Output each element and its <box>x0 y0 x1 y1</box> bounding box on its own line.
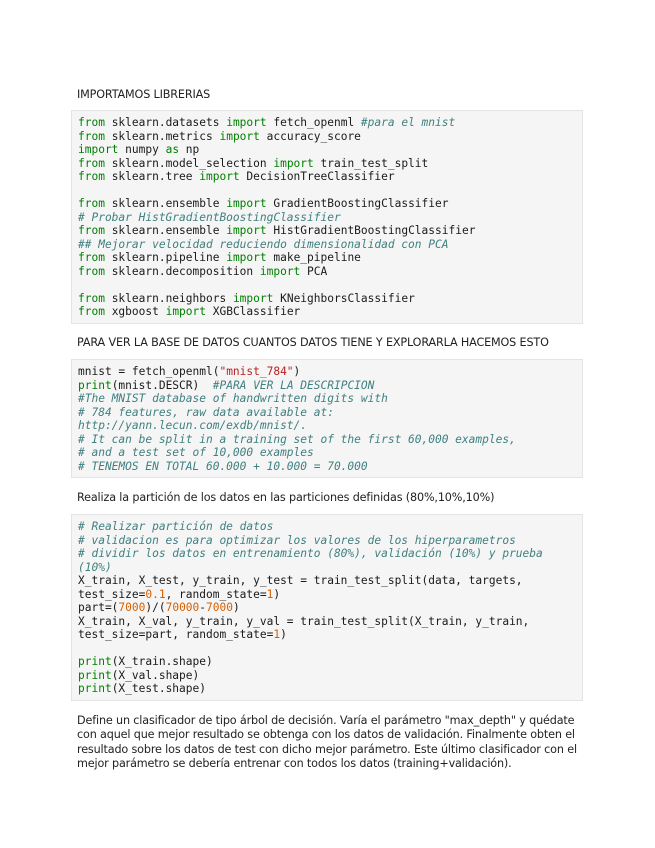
code-token: GradientBoostingClassifier <box>266 197 449 210</box>
code-token: HistGradientBoostingClassifier <box>266 224 476 237</box>
code-token: train_test_split <box>313 156 429 170</box>
code-token: # 784 features, raw data available at: <box>78 405 334 419</box>
code-line <box>78 116 582 130</box>
code-line <box>78 184 582 198</box>
code-token: accuracy_score <box>259 129 361 143</box>
code-token: print <box>78 682 112 695</box>
code-token: X_train, X_test, y_train, y_test = train_test_split(data, targets, test_size= <box>78 574 530 601</box>
code-line <box>78 130 582 144</box>
code-token: (X_test.shape) <box>111 682 206 695</box>
code-line <box>78 615 582 642</box>
markdown-heading-import-libraries: IMPORTAMOS LIBRERIAS <box>77 88 211 101</box>
code-token: X_train, X_val, y_train, y_val = train_test_split(X_train, y_train, test_size=part, random_state= <box>78 614 537 641</box>
code-token: sklearn.metrics <box>104 129 220 143</box>
markdown-partition-instructions: Realiza la partición de los datos en las particiones definidas (80%,10%,10%) <box>77 491 495 504</box>
code-token: #PARA VER LA DESCRIPCION <box>212 378 375 392</box>
code-token: sklearn.ensemble <box>104 224 227 237</box>
code-token: , random_state= <box>165 587 267 601</box>
code-line <box>78 265 582 279</box>
code-line <box>78 419 582 433</box>
code-token: # Probar HistGradientBoostingClassifier <box>78 210 341 224</box>
code-token: sklearn.datasets <box>104 116 227 129</box>
code-line <box>78 251 582 265</box>
code-token: from <box>78 156 105 170</box>
code-token: sklearn.decomposition <box>104 264 260 278</box>
code-line <box>78 278 582 292</box>
code-token: from <box>78 264 105 278</box>
code-line <box>78 143 582 157</box>
code-token: import <box>226 116 267 129</box>
code-line <box>78 305 582 319</box>
code-token: make_pipeline <box>266 251 361 264</box>
code-line <box>78 601 582 615</box>
code-token: - <box>199 601 207 614</box>
code-token: part=( <box>78 601 119 614</box>
code-token: from <box>78 197 105 210</box>
code-token: #para el mnist <box>360 116 456 129</box>
code-token: 7000 <box>206 601 233 614</box>
code-token: ) <box>280 628 287 641</box>
code-token: import <box>199 170 240 183</box>
code-line <box>78 406 582 420</box>
code-token: 70000 <box>165 601 200 614</box>
code-token: # It can be split in a training set of the first 60,000 examples, <box>78 432 516 446</box>
code-token: import <box>165 305 206 318</box>
code-line <box>78 655 582 669</box>
code-token: ) <box>273 587 281 601</box>
code-token: numpy <box>118 143 166 156</box>
code-token: sklearn.neighbors <box>104 291 233 305</box>
code-line <box>78 197 582 211</box>
code-line <box>78 682 582 696</box>
code-cell-train-test-split[interactable] <box>71 514 583 701</box>
code-cell-fetch-mnist[interactable] <box>71 359 583 478</box>
code-token: from <box>78 291 105 305</box>
code-token: import <box>232 291 274 305</box>
code-line <box>78 392 582 406</box>
code-line <box>78 238 582 252</box>
code-line <box>78 446 582 460</box>
code-token: PCA <box>300 264 328 278</box>
code-token: xgboost <box>104 305 166 318</box>
code-token: from <box>78 305 105 318</box>
code-token: XGBClassifier <box>206 305 301 318</box>
code-cell-imports[interactable] <box>71 110 583 324</box>
code-token: print <box>78 655 112 668</box>
code-token: import <box>226 224 267 237</box>
code-line <box>78 520 582 534</box>
code-line <box>78 433 582 447</box>
code-token: sklearn.model_selection <box>104 156 274 170</box>
code-line <box>78 669 582 683</box>
code-token: sklearn.tree <box>104 170 200 183</box>
code-token: print <box>78 668 112 682</box>
code-line <box>78 170 582 184</box>
code-token: # TENEMOS EN TOTAL 60.000 + 10.000 = 70.000 <box>78 459 368 473</box>
code-token: "mnist_784" <box>219 365 294 378</box>
code-token: from <box>78 251 105 264</box>
code-token: ## Mejorar velocidad reduciendo dimensionalidad con PCA <box>78 237 449 251</box>
code-token: 0.1 <box>145 587 166 601</box>
code-token: ) <box>232 601 240 614</box>
code-token: # dividir los datos en entrenamiento (80%), validación (10%) y prueba (10%) <box>78 547 550 574</box>
code-token: import <box>273 156 314 170</box>
code-token: from <box>78 224 105 237</box>
code-token: import <box>78 143 119 156</box>
code-token: import <box>226 251 267 264</box>
markdown-decision-tree-task: Define un clasificador de tipo árbol de decisión. Varía el parámetro "max_depth" y quédate con aquel que mejor resultado se obtenga con los datos de validación. Finalmente obten el resultado sobre los datos de test con dicho mejor parámetro. Este último clasificador con el mejor parámetro se debería entrenar con todos los datos (training+validación). <box>77 714 577 771</box>
code-token: 1 <box>266 587 274 601</box>
code-token: import <box>259 264 301 278</box>
code-line <box>78 157 582 171</box>
code-token: 1 <box>273 628 281 641</box>
code-token: from <box>78 129 105 143</box>
code-token: #The MNIST database of handwritten digits with <box>78 392 388 405</box>
code-token: # and a test set of 10,000 examples <box>78 446 314 459</box>
code-token: import <box>226 197 267 210</box>
code-token: 7000 <box>118 601 146 614</box>
code-line <box>78 534 582 548</box>
code-token: ) <box>293 365 301 378</box>
code-line <box>78 224 582 238</box>
code-line <box>78 379 582 393</box>
code-token: print <box>78 378 112 392</box>
code-token: mnist = fetch_openml( <box>78 365 220 378</box>
code-line <box>78 547 582 574</box>
code-token: # validacion es para optimizar los valores de los hiperparametros <box>78 533 516 547</box>
code-token: )/( <box>145 601 166 614</box>
code-token: import <box>219 129 260 143</box>
code-token: (X_train.shape) <box>111 655 213 668</box>
code-token: (mnist.DESCR) <box>111 378 213 392</box>
code-token: DecisionTreeClassifier <box>239 170 395 183</box>
code-token: as <box>165 143 180 156</box>
code-token: sklearn.ensemble <box>104 197 227 210</box>
code-line <box>78 211 582 225</box>
code-line <box>78 574 582 601</box>
code-line <box>78 292 582 306</box>
code-token: # Realizar partición de datos <box>78 520 274 533</box>
code-line <box>78 642 582 656</box>
code-token: from <box>78 116 105 129</box>
code-token: np <box>179 143 200 156</box>
code-token: from <box>78 170 105 183</box>
code-token: http://yann.lecun.com/exdb/mnist/. <box>78 419 308 432</box>
code-token: KNeighborsClassifier <box>273 291 415 305</box>
code-token: sklearn.pipeline <box>104 251 227 264</box>
code-token: (X_val.shape) <box>111 668 200 682</box>
code-line <box>78 460 582 474</box>
code-line <box>78 365 582 379</box>
markdown-heading-explore-data: PARA VER LA BASE DE DATOS CUANTOS DATOS TIENE Y EXPLORARLA HACEMOS ESTO <box>77 336 549 349</box>
code-token: fetch_openml <box>266 116 361 129</box>
